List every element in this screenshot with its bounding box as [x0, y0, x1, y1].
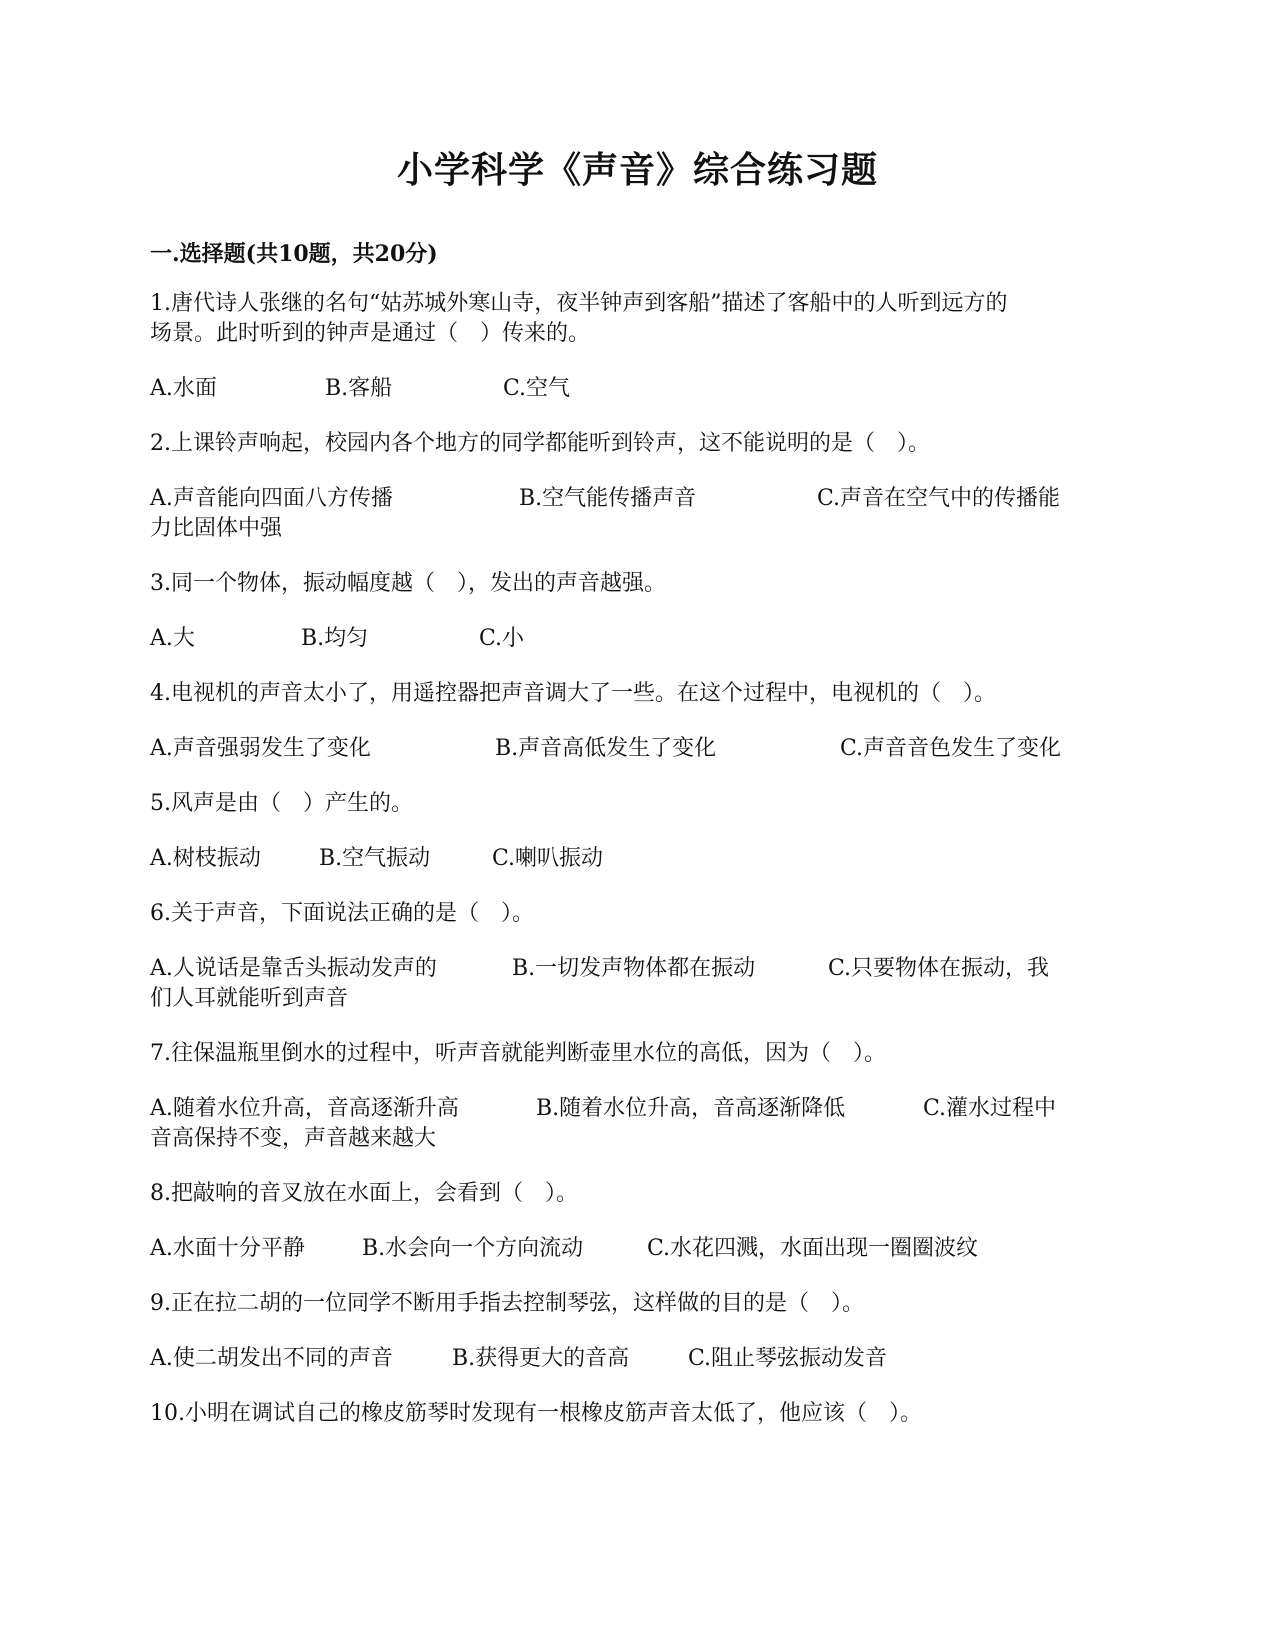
question-4-stem: 4.电视机的声音太小了，用遥控器把声音调大了一些。在这个过程中，电视机的（ ）。: [150, 681, 996, 706]
section-heading: 一.选择题(共10题，共20分): [150, 241, 438, 267]
question-6-option-b: B.一切发声物体都在振动: [512, 956, 756, 981]
question-5-stem: 5.风声是由（ ）产生的。: [150, 791, 413, 816]
question-8-option-a: A.水面十分平静: [150, 1236, 305, 1261]
question-9-stem: 9.正在拉二胡的一位同学不断用手指去控制琴弦，这样做的目的是（ ）。: [150, 1291, 864, 1316]
question-10-stem: 10.小明在调试自己的橡皮筋琴时发现有一根橡皮筋声音太低了，他应该（ ）。: [150, 1401, 922, 1426]
question-6-option-c-cont: 们人耳就能听到声音: [150, 986, 349, 1011]
question-8-option-c: C.水花四溅，水面出现一圈圈波纹: [647, 1236, 979, 1261]
question-2-option-a: A.声音能向四面八方传播: [150, 486, 393, 511]
question-5-option-a: A.树枝振动: [150, 846, 261, 871]
question-1-stem-line2: 场景。此时听到的钟声是通过（ ）传来的。: [150, 321, 591, 346]
question-7-option-c: C.灌水过程中: [923, 1096, 1057, 1121]
question-4-option-c: C.声音音色发生了变化: [840, 736, 1062, 761]
question-1-option-c: C.空气: [503, 376, 571, 401]
question-7-option-a: A.随着水位升高，音高逐渐升高: [150, 1096, 459, 1121]
question-3-option-c: C.小: [479, 626, 525, 651]
page-title: 小学科学《声音》综合练习题: [396, 149, 878, 191]
question-5-option-b: B.空气振动: [319, 846, 431, 871]
question-3-option-a: A.大: [150, 626, 195, 651]
question-1-stem-line1: 1.唐代诗人张继的名句“姑苏城外寒山寺，夜半钟声到客船”描述了客船中的人听到远方的: [150, 291, 1008, 316]
question-8-option-b: B.水会向一个方向流动: [362, 1236, 584, 1261]
question-7-option-b: B.随着水位升高，音高逐渐降低: [536, 1096, 846, 1121]
question-9-option-c: C.阻止琴弦振动发音: [688, 1346, 888, 1371]
question-5-option-c: C.喇叭振动: [492, 846, 604, 871]
question-7-stem: 7.往保温瓶里倒水的过程中，听声音就能判断壶里水位的高低，因为（ ）。: [150, 1041, 886, 1066]
question-2-stem: 2.上课铃声响起，校园内各个地方的同学都能听到铃声，这不能说明的是（ ）。: [150, 431, 930, 456]
question-3-option-b: B.均匀: [301, 626, 369, 651]
question-1-option-b: B.客船: [325, 376, 393, 401]
question-1-option-a: A.水面: [150, 376, 217, 401]
question-6-option-c: C.只要物体在振动，我: [828, 956, 1050, 981]
question-2-option-b: B.空气能传播声音: [519, 486, 697, 511]
question-9-option-b: B.获得更大的音高: [452, 1346, 630, 1371]
question-8-stem: 8.把敲响的音叉放在水面上，会看到（ ）。: [150, 1181, 578, 1206]
question-3-stem: 3.同一个物体，振动幅度越（ ），发出的声音越强。: [150, 571, 666, 596]
question-6-option-a: A.人说话是靠舌头振动发声的: [150, 956, 437, 981]
question-9-option-a: A.使二胡发出不同的声音: [150, 1346, 393, 1371]
question-7-option-c-cont: 音高保持不变，声音越来越大: [150, 1126, 437, 1151]
question-4-option-a: A.声音强弱发生了变化: [150, 736, 371, 761]
question-2-option-c: C.声音在空气中的传播能: [817, 486, 1061, 511]
question-2-option-c-cont: 力比固体中强: [150, 516, 283, 541]
question-6-stem: 6.关于声音，下面说法正确的是（ ）。: [150, 901, 534, 926]
question-4-option-b: B.声音高低发生了变化: [495, 736, 717, 761]
